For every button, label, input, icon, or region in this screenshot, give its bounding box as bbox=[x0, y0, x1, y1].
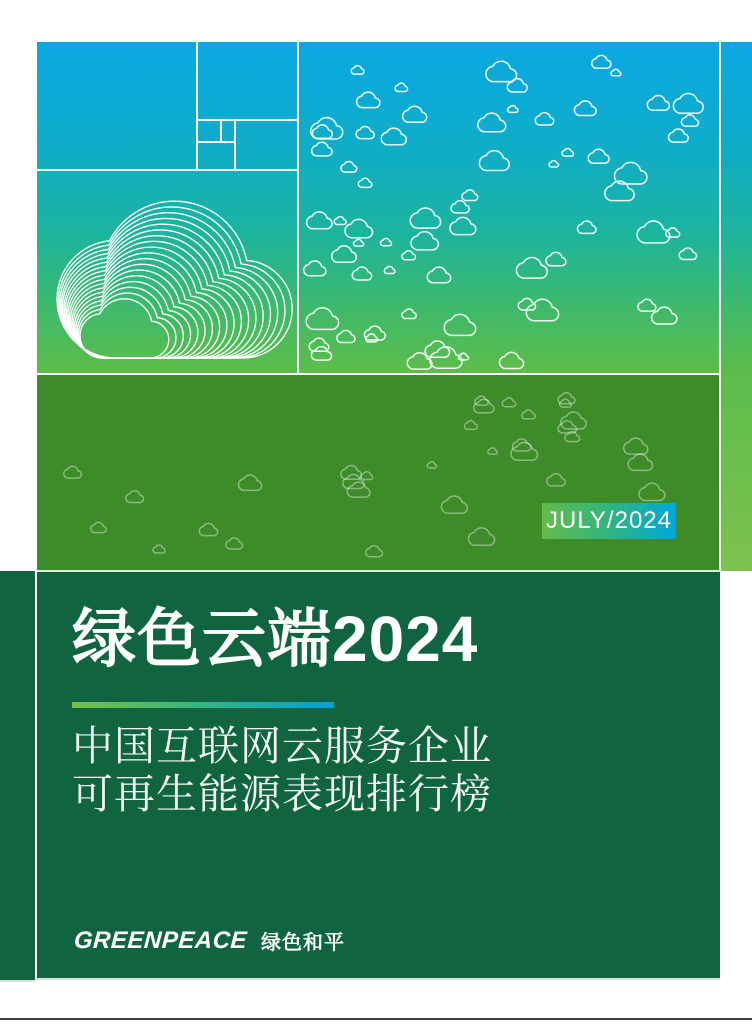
grid-line-horizontal-2 bbox=[197, 141, 236, 143]
greenpeace-logo bbox=[74, 926, 345, 955]
band-bottom-rule bbox=[37, 570, 720, 572]
grid-line-vertical-4 bbox=[220, 120, 222, 142]
band-top-rule bbox=[37, 373, 720, 375]
screen-bottom-border bbox=[0, 1018, 752, 1020]
green-cloud-band bbox=[37, 374, 720, 571]
grid-line-vertical-2 bbox=[297, 42, 299, 374]
greenpeace-wordmark: GREENPEACE bbox=[73, 926, 249, 954]
grid-line-vertical-1 bbox=[196, 42, 198, 170]
grid-line-vertical-5 bbox=[234, 120, 236, 170]
subtitle-line-1: 中国互联网云服务企业 bbox=[72, 723, 492, 769]
report-title: 绿色云端2024 bbox=[72, 603, 479, 675]
subtitle-line-2: 可再生能源表现排行榜 bbox=[72, 771, 492, 817]
grid-line-horizontal-3 bbox=[37, 169, 299, 171]
left-edge-panel bbox=[0, 571, 35, 982]
grid-line-horizontal-1 bbox=[197, 119, 299, 121]
greenpeace-chinese-name: 绿色和平 bbox=[261, 932, 346, 954]
grid-line-vertical-3 bbox=[719, 42, 721, 571]
title-underline-bar bbox=[72, 702, 334, 708]
date-badge: JULY/2024 bbox=[542, 503, 676, 539]
report-subtitle bbox=[72, 722, 492, 818]
